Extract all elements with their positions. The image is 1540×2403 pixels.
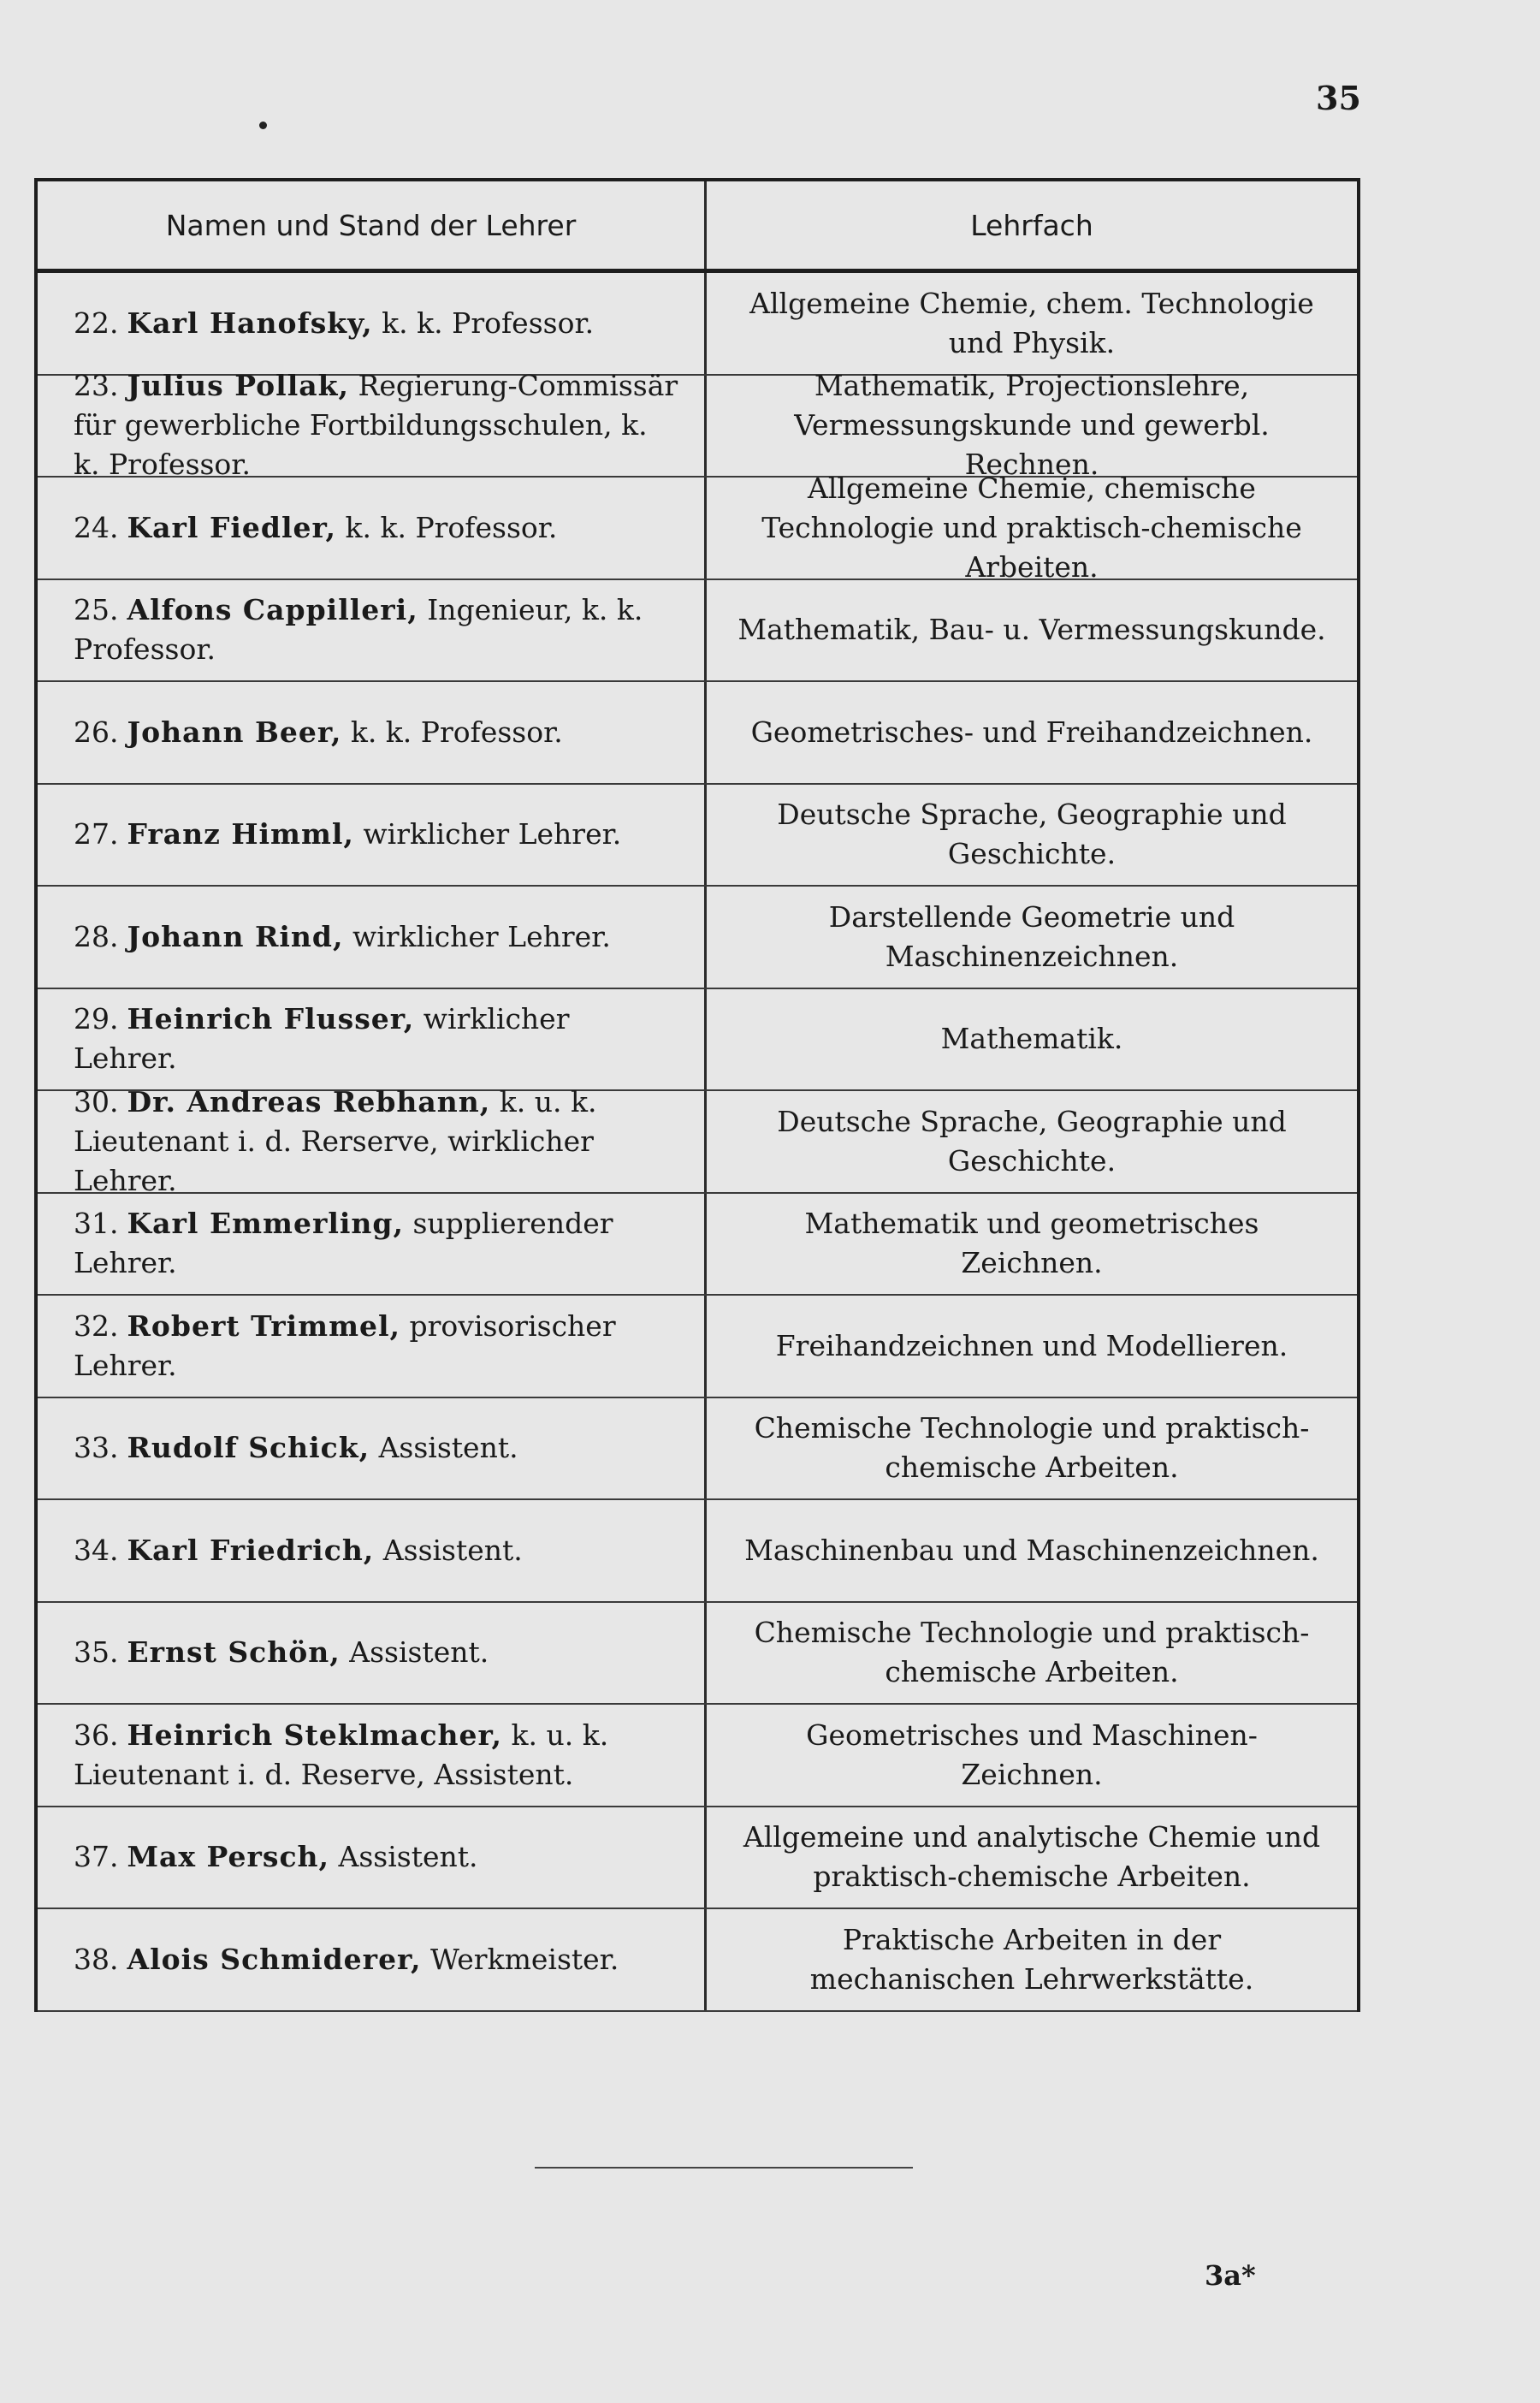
teacher-entry: [74, 508, 557, 548]
entry-number: 35.: [74, 1635, 119, 1670]
teacher-cell: [38, 1909, 707, 2010]
teacher-rank: k. u. k. Lieutenant i. d. Rerserve, wirklicher Lehrer.: [74, 1084, 597, 1197]
teacher-name: Max Persch,: [127, 1840, 330, 1874]
teacher-name: Julius Pollak,: [127, 369, 349, 403]
teacher-cell: [38, 682, 707, 783]
subject-cell: Allgemeine und analytische Chemie und praktisch-chemische Arbeiten.: [743, 1820, 1321, 1894]
table-row: [38, 1084, 1357, 1197]
teacher-entry: [74, 366, 678, 484]
entry-number: 29.: [74, 1002, 119, 1036]
subject-cell: Darstellende Geometrie und Maschinenzeichnen.: [828, 899, 1235, 973]
teacher-rank: k. u. k. Lieutenant i. d. Reserve, Assistent.: [74, 1718, 609, 1791]
entry-number: 26.: [74, 715, 119, 749]
entry-number: 30.: [74, 1084, 119, 1118]
entry-number: 23.: [74, 369, 119, 403]
teacher-rank: provisorischer Lehrer.: [74, 1308, 616, 1382]
subject-cell: Mathematik, Projectionslehre, Vermessungskunde und gewerbl. Rechnen.: [794, 369, 1270, 482]
teacher-cell: [38, 1398, 707, 1499]
teacher-name: Johann Beer,: [127, 715, 342, 749]
teacher-rank: Assistent.: [340, 1635, 489, 1670]
subject-cell: Geometrisches- und Freihandzeichnen.: [750, 715, 1313, 749]
entry-number: 25.: [74, 593, 119, 627]
page-number: 35: [1316, 79, 1361, 117]
entry-number: 32.: [74, 1308, 119, 1343]
teacher-entry: [74, 1716, 678, 1795]
teacher-rank: k. k. Professor.: [336, 510, 558, 544]
teacher-entry: [74, 1531, 523, 1570]
teacher-rank: wirklicher Lehrer.: [353, 817, 622, 851]
table-row: [38, 1194, 1357, 1296]
teacher-name: Johann Rind,: [127, 919, 344, 953]
teacher-entry: [74, 1307, 678, 1385]
teacher-cell: [38, 1807, 707, 1908]
table-row: [38, 273, 1357, 376]
teacher-entry: [74, 304, 594, 343]
subject-cell: Allgemeine Chemie, chemische Technologie und praktisch-chemische Arbeiten.: [761, 471, 1302, 584]
teacher-name: Robert Trimmel,: [127, 1308, 401, 1343]
teacher-cell: [38, 887, 707, 988]
table-row: [38, 1909, 1357, 2012]
subject-cell: Chemische Technologie und praktisch-chemische Arbeiten.: [754, 1411, 1310, 1485]
teacher-rank: k. k. Professor.: [341, 715, 563, 749]
teacher-rank: wirklicher Lehrer.: [74, 1002, 570, 1076]
teacher-entry: [74, 590, 678, 669]
subject-cell: Praktische Arbeiten in der mechanischen Lehrwerkstätte.: [809, 1922, 1254, 1996]
teacher-entry: [74, 1428, 518, 1468]
teacher-entry: [74, 1633, 489, 1672]
subject-cell: Deutsche Sprache, Geographie und Geschichte.: [777, 798, 1287, 871]
entry-number: 24.: [74, 510, 119, 544]
teacher-cell: [38, 1603, 707, 1704]
teacher-entry: [74, 1837, 478, 1877]
teacher-rank: k. k. Professor.: [372, 306, 595, 340]
subject-cell: Geometrisches und Maschinen-Zeichnen.: [806, 1718, 1258, 1791]
teacher-name: Karl Emmerling,: [127, 1207, 404, 1241]
teacher-cell: [38, 369, 707, 482]
teacher-rank: supplierender Lehrer.: [74, 1207, 613, 1280]
teacher-rank: Werkmeister.: [421, 1942, 619, 1976]
header-names: Namen und Stand der Lehrer: [38, 181, 707, 269]
teacher-name: Alois Schmiderer,: [127, 1942, 422, 1976]
subject-cell: Chemische Technologie und praktisch-chemische Arbeiten.: [754, 1616, 1310, 1689]
teacher-entry: [74, 713, 563, 752]
teacher-cell: [38, 1296, 707, 1397]
table-header: [38, 181, 1357, 273]
table-row: [38, 580, 1357, 683]
teacher-name: Karl Friedrich,: [127, 1533, 375, 1567]
subject-cell: Maschinenbau und Maschinenzeichnen.: [744, 1533, 1319, 1567]
teacher-cell: [38, 1084, 707, 1197]
subject-cell: Mathematik und geometrisches Zeichnen.: [804, 1207, 1259, 1280]
teacher-name: Karl Fiedler,: [127, 510, 336, 544]
sheet-signature: 3a*: [1205, 2259, 1256, 2292]
table-row: [38, 471, 1357, 584]
table-row: [38, 1807, 1357, 1910]
teacher-rank: Assistent.: [370, 1431, 518, 1465]
teacher-name: Alfons Cappilleri,: [127, 593, 418, 627]
table-row: [38, 1603, 1357, 1706]
teacher-cell: [38, 1500, 707, 1601]
teacher-cell: [38, 478, 707, 578]
subject-cell: Allgemeine Chemie, chem. Technologie und Physik.: [749, 286, 1314, 359]
subject-cell: Freihandzeichnen und Modellieren.: [775, 1328, 1288, 1362]
teacher-entry: [74, 1083, 678, 1201]
teacher-rank: Ingenieur, k. k. Professor.: [74, 593, 643, 667]
entry-number: 27.: [74, 817, 119, 851]
entry-number: 22.: [74, 306, 119, 340]
teacher-name: Dr. Andreas Rebhann,: [127, 1084, 491, 1118]
subject-cell: Mathematik, Bau- u. Vermessungskunde.: [737, 613, 1326, 647]
table-row: [38, 989, 1357, 1092]
stray-ink-dot: [259, 122, 267, 129]
teacher-name: Ernst Schön,: [127, 1635, 341, 1670]
table-row: [38, 1296, 1357, 1398]
teacher-rank: Assistent.: [374, 1533, 523, 1567]
entry-number: 37.: [74, 1840, 119, 1874]
entry-number: 31.: [74, 1207, 119, 1241]
table-body: [38, 273, 1357, 2012]
teacher-table: [34, 178, 1360, 2012]
teacher-name: Karl Hanofsky,: [127, 306, 373, 340]
entry-number: 28.: [74, 919, 119, 953]
entry-number: 36.: [74, 1718, 119, 1752]
entry-number: 34.: [74, 1533, 119, 1567]
teacher-rank: wirklicher Lehrer.: [343, 919, 611, 953]
table-row: [38, 1398, 1357, 1501]
teacher-entry: [74, 815, 621, 854]
table-row: [38, 785, 1357, 887]
table-row: [38, 369, 1357, 482]
teacher-cell: [38, 785, 707, 886]
teacher-rank: Assistent.: [329, 1840, 478, 1874]
teacher-cell: [38, 1705, 707, 1806]
teacher-name: Heinrich Steklmacher,: [127, 1718, 503, 1752]
closing-rule: [535, 2167, 913, 2169]
teacher-cell: [38, 1194, 707, 1295]
teacher-name: Rudolf Schick,: [127, 1431, 370, 1465]
entry-number: 33.: [74, 1431, 119, 1465]
table-row: [38, 1705, 1357, 1807]
teacher-entry: [74, 1940, 619, 1979]
header-subject: Lehrfach: [970, 208, 1093, 242]
teacher-rank: Regierung-Commissär für gewerbliche Fortbildungsschulen, k. k. Professor.: [74, 369, 678, 482]
table-row: [38, 887, 1357, 989]
teacher-cell: [38, 989, 707, 1090]
subject-cell: Deutsche Sprache, Geographie und Geschichte.: [777, 1104, 1287, 1178]
teacher-cell: [38, 580, 707, 681]
teacher-cell: [38, 273, 707, 374]
table-row: [38, 1500, 1357, 1603]
table-row: [38, 682, 1357, 785]
teacher-entry: [74, 1204, 678, 1283]
entry-number: 38.: [74, 1942, 119, 1976]
teacher-entry: [74, 917, 611, 957]
teacher-entry: [74, 1000, 678, 1078]
subject-cell: Mathematik.: [940, 1022, 1123, 1056]
teacher-name: Franz Himml,: [127, 817, 354, 851]
teacher-name: Heinrich Flusser,: [127, 1002, 415, 1036]
